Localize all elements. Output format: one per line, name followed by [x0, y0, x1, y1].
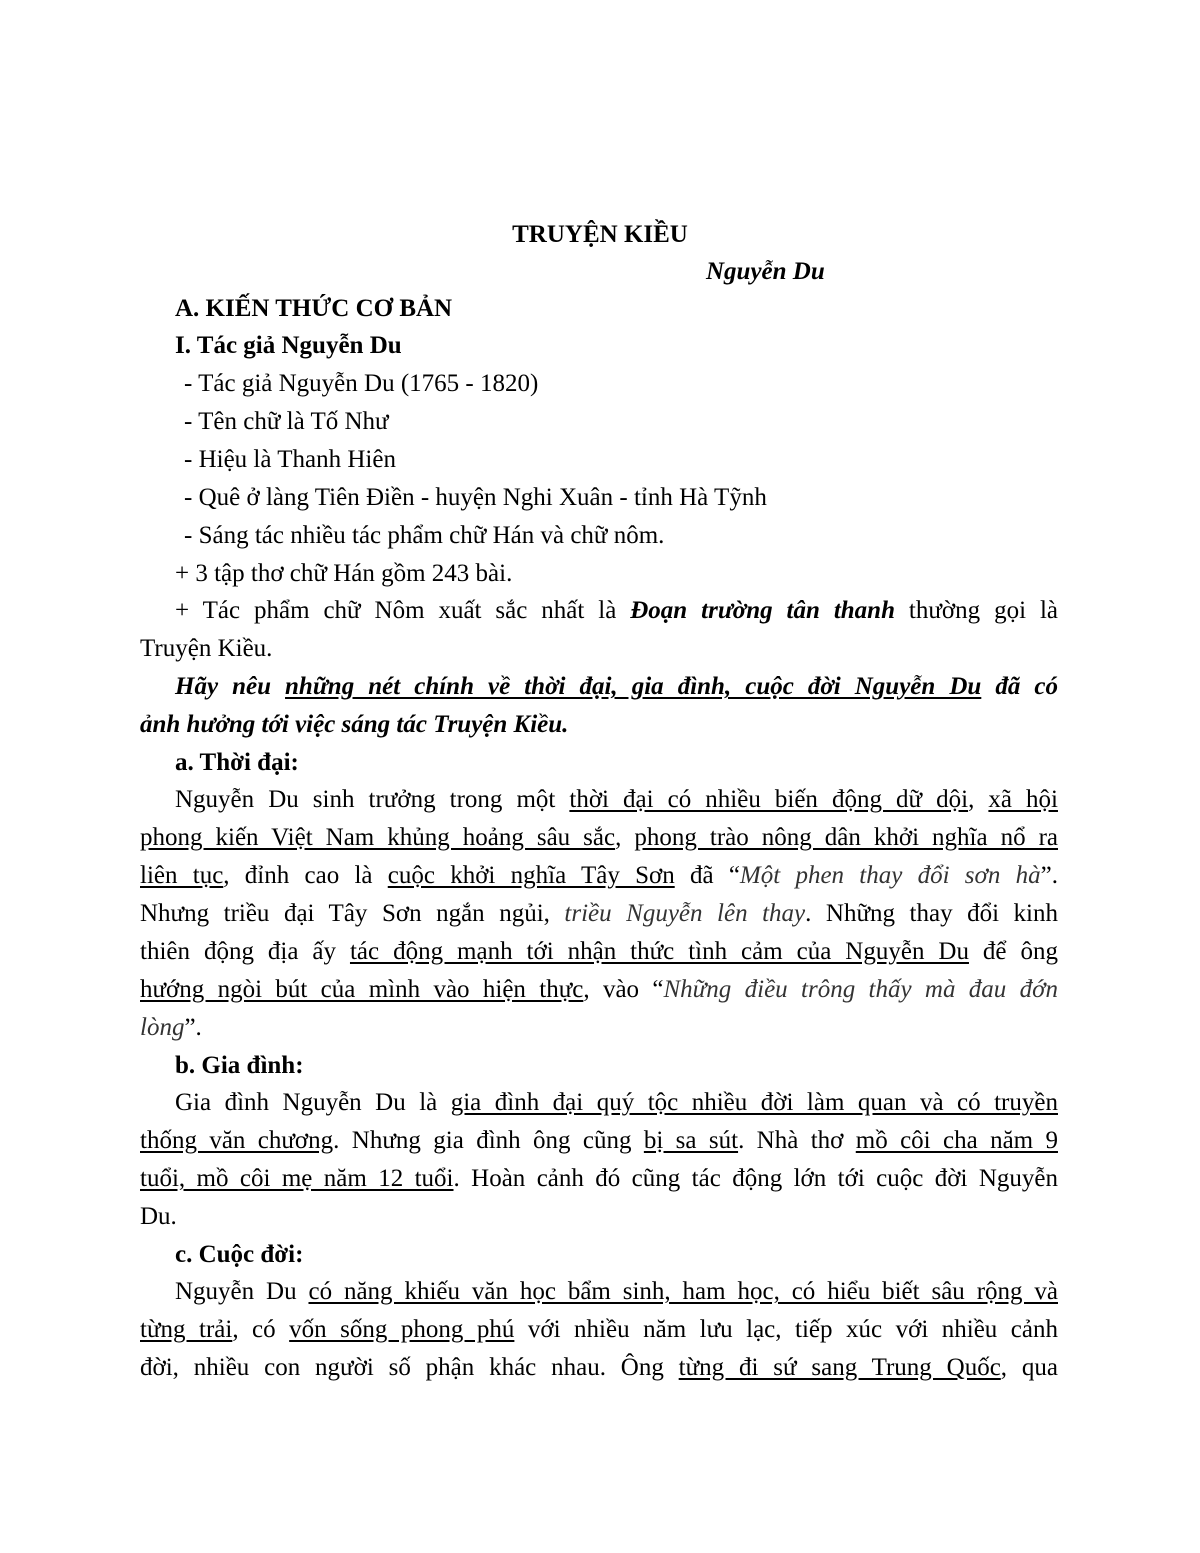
bullet-item: - Quê ở làng Tiên Điền - huyện Nghi Xuân - tỉnh Hà Tỹnh: [184, 484, 767, 511]
section-heading-a: A. KIẾN THỨC CƠ BẢN: [175, 295, 453, 322]
question-line-2: ảnh hưởng tới việc sáng tác Truyện Kiều.: [140, 711, 569, 738]
plus-item-2-line-2: Truyện Kiều.: [140, 635, 273, 662]
paragraph-a-line-5: thiên động địa ấy tác động mạnh tới nhận thức tình cảm của Nguyễn Du để ông: [140, 938, 1058, 965]
question-line-1: Hãy nêu những nét chính về thời đại, gia đình, cuộc đời Nguyễn Du đã có: [175, 673, 1058, 700]
paragraph-b-line-4: Du.: [140, 1203, 177, 1230]
paragraph-b-line-2: thống văn chương. Nhưng gia đình ông cũng bị sa sút. Nhà thơ mồ côi cha năm 9: [140, 1127, 1058, 1154]
bullet-item: - Sáng tác nhiều tác phẩm chữ Hán và chữ nôm.: [184, 522, 665, 549]
paragraph-c-line-3: đời, nhiều con người số phận khác nhau. Ông từng đi sứ sang Trung Quốc, qua: [140, 1354, 1058, 1381]
paragraph-b-line-1: Gia đình Nguyễn Du là gia đình đại quý tộc nhiều đời làm quan và có truyền: [175, 1089, 1058, 1116]
paragraph-b-line-3: tuổi, mồ côi mẹ năm 12 tuổi. Hoàn cảnh đó cũng tác động lớn tới cuộc đời Nguyễn: [140, 1165, 1058, 1192]
document-title: TRUYỆN KIỀU: [512, 221, 688, 248]
subheading-thoi-dai: a. Thời đại:: [175, 749, 299, 776]
bullet-item: - Tên chữ là Tố Như: [184, 408, 389, 435]
subheading-gia-dinh: b. Gia đình:: [175, 1052, 304, 1079]
bullet-item: - Hiệu là Thanh Hiên: [184, 446, 396, 473]
subheading-cuoc-doi: c. Cuộc đời:: [175, 1241, 304, 1268]
paragraph-a-line-1: Nguyễn Du sinh trưởng trong một thời đại có nhiều biến động dữ dội, xã hội: [175, 786, 1058, 813]
paragraph-a-line-7: lòng”.: [140, 1014, 202, 1041]
paragraph-c-line-2: từng trải, có vốn sống phong phú với nhiều năm lưu lạc, tiếp xúc với nhiều cảnh: [140, 1316, 1058, 1343]
paragraph-a-line-3: liên tục, đỉnh cao là cuộc khởi nghĩa Tây Sơn đã “Một phen thay đổi sơn hà”.: [140, 862, 1058, 889]
paragraph-c-line-1: Nguyễn Du có năng khiếu văn học bẩm sinh, ham học, có hiểu biết sâu rộng và: [175, 1278, 1058, 1305]
bullet-item: - Tác giả Nguyễn Du (1765 - 1820): [184, 370, 539, 397]
paragraph-a-line-6: hướng ngòi bút của mình vào hiện thực, vào “Những điều trông thấy mà đau đớn: [140, 976, 1058, 1003]
paragraph-a-line-4: Nhưng triều đại Tây Sơn ngắn ngủi, triều Nguyễn lên thay. Những thay đổi kinh: [140, 900, 1058, 927]
section-heading-i: I. Tác giả Nguyễn Du: [175, 332, 402, 359]
plus-item-2-line-1: + Tác phẩm chữ Nôm xuất sắc nhất là Đoạn trường tân thanh thường gọi là: [175, 597, 1058, 624]
paragraph-a-line-2: phong kiến Việt Nam khủng hoảng sâu sắc, phong trào nông dân khởi nghĩa nổ ra: [140, 824, 1059, 851]
plus-item-1: + 3 tập thơ chữ Hán gồm 243 bài.: [175, 560, 513, 587]
author-name: Nguyễn Du: [706, 258, 825, 285]
